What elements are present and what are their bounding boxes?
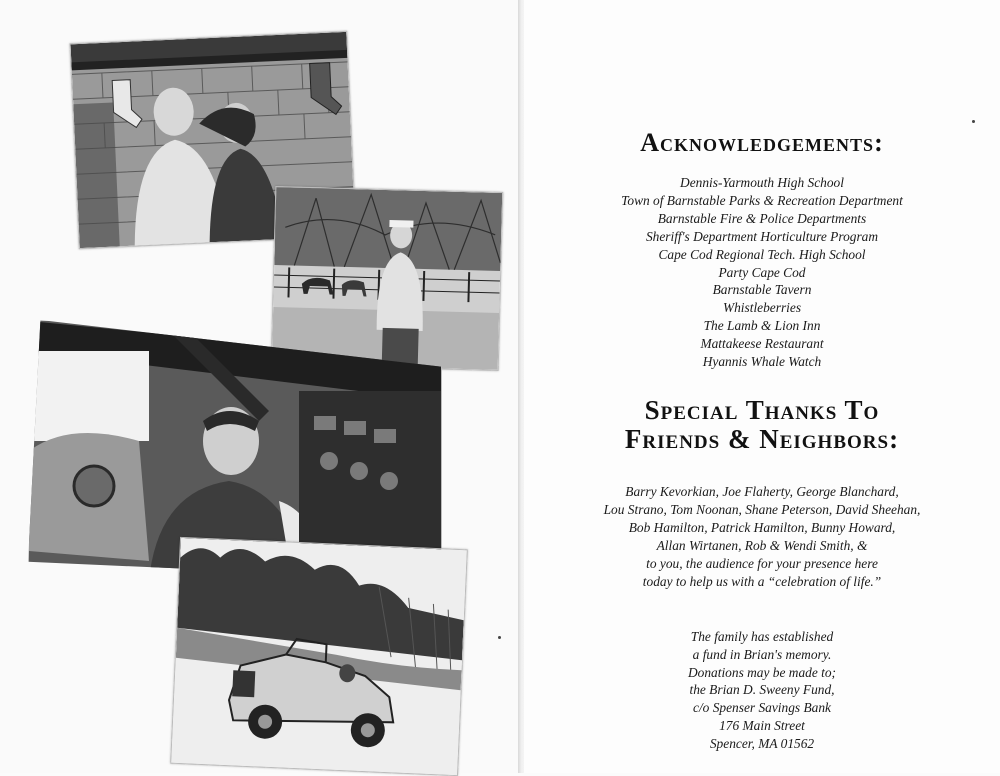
acknowledgements-heading: Acknowledgements:: [640, 128, 884, 157]
list-item: Barnstable Tavern: [712, 282, 812, 298]
thanks-line: Lou Strano, Tom Noonan, Shane Peterson, David Sheehan,: [603, 502, 921, 517]
list-item: Barnstable Fire & Police Departments: [657, 210, 867, 226]
special-thanks-heading-line: Friends & Neighbors:: [624, 424, 900, 454]
list-item: Party Cape Cod: [718, 264, 806, 280]
horses-pasture-photo: [271, 186, 504, 371]
list-item: Dennis-Yarmouth High School: [680, 175, 844, 190]
fund-line: c/o Spenser Savings Bank: [693, 700, 831, 716]
thanks-line: Allan Wirtanen, Rob & Wendi Smith, &: [656, 538, 868, 553]
list-item: Sheriff's Department Horticulture Program: [645, 228, 879, 244]
paper-speck: [972, 120, 975, 123]
special-thanks-names: [524, 483, 1000, 591]
acknowledgements-list: [524, 174, 1000, 371]
list-item: The Lamb & Lion Inn: [703, 318, 821, 334]
list-item: Town of Barnstable Parks & Recreation Department: [621, 192, 903, 208]
fund-line: Spencer, MA 01562: [709, 735, 815, 751]
paper-speck: [498, 636, 501, 639]
fund-line: a fund in Brian's memory.: [692, 646, 832, 662]
thanks-line: today to help us with a “celebration of life.”: [642, 574, 882, 589]
memorial-fund-notice: [524, 628, 1000, 753]
special-thanks-heading-line: Special Thanks To: [644, 395, 880, 425]
fund-line: Donations may be made to;: [687, 664, 837, 680]
list-item: Hyannis Whale Watch: [702, 354, 822, 370]
thanks-line: to you, the audience for your presence here: [646, 556, 878, 571]
list-item: Mattakeese Restaurant: [700, 336, 824, 352]
fund-line: the Brian D. Sweeny Fund,: [689, 682, 835, 698]
list-item: Whistleberries: [722, 300, 802, 316]
special-thanks-heading: [524, 396, 1000, 454]
list-item: Cape Cod Regional Tech. High School: [658, 246, 866, 262]
acknowledgements-page: [524, 0, 1000, 773]
jeep-snow-photo: [170, 537, 468, 776]
thanks-line: Bob Hamilton, Patrick Hamilton, Bunny Howard,: [628, 520, 896, 535]
fund-line: The family has established: [690, 629, 834, 644]
fund-line: 176 Main Street: [719, 717, 805, 733]
thanks-line: Barry Kevorkian, Joe Flaherty, George Blanchard,: [625, 484, 899, 499]
